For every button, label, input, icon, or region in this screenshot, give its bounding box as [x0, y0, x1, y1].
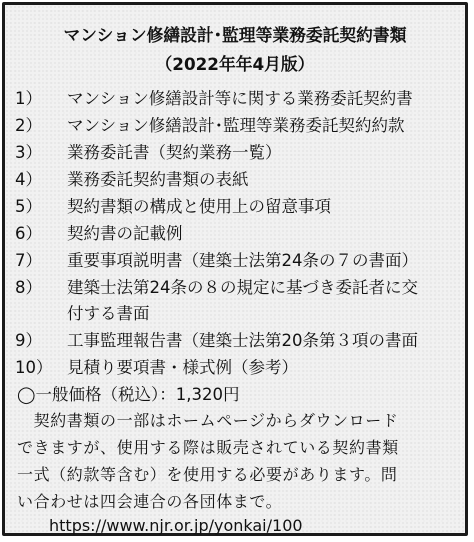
- list-item-number: 10）: [15, 358, 53, 377]
- list-item: [15, 354, 298, 378]
- price-line: ◯一般価格（税込）：1,320円: [17, 385, 240, 404]
- list-item-text: 業務委託書（契約業務一覧）: [67, 143, 282, 162]
- list-item-number: 9）: [15, 331, 42, 350]
- list-item-number: 7）: [15, 251, 42, 270]
- list-item-number: 8）: [15, 278, 42, 297]
- list-item-text: 建築士法第24条の８の規定に基づき委託者に交: [67, 278, 418, 297]
- list-item-text: 契約書類の構成と使用上の留意事項: [67, 197, 331, 216]
- note-line: 契約書類の一部はホームページからダウンロード: [17, 411, 399, 430]
- list-item-text: 重要事項説明書（建築士法第24条の７の書面）: [67, 251, 418, 270]
- list-item: [15, 247, 418, 271]
- list-item: [15, 327, 418, 351]
- list-item-text: 契約書の記載例: [67, 224, 183, 243]
- website-url: https://www.njr.or.jp/yonkai/100: [49, 516, 303, 535]
- document-title: マンション修繕設計･監理等業務委託契約書類: [63, 25, 407, 45]
- list-item-number: 2）: [15, 116, 42, 135]
- list-item-number: 1）: [15, 89, 42, 108]
- list-item-number: 5）: [15, 197, 42, 216]
- list-item-text: 見積り要項書・様式例（参考）: [67, 358, 298, 377]
- list-item-text: 業務委託契約書類の表紙: [67, 170, 249, 189]
- note-line: い合わせは四会連合の各団体まで。: [17, 492, 283, 511]
- list-item: [15, 112, 405, 136]
- list-item-number: 3）: [15, 143, 42, 162]
- list-item: [15, 193, 331, 217]
- list-item-text: マンション修繕設計等に関する業務委託契約書: [67, 89, 413, 108]
- list-item: [15, 85, 413, 109]
- list-item-continuation: 付する書面: [67, 304, 150, 323]
- list-item: [15, 166, 249, 190]
- note-line: できますが、使用する際は販売されている契約書類: [17, 438, 399, 457]
- list-item-text: 工事監理報告書（建築士法第20条第３項の書面: [67, 331, 418, 350]
- document-subtitle: （2022年年4月版）: [155, 54, 315, 74]
- list-item: [15, 139, 282, 163]
- list-item: [15, 220, 183, 244]
- list-item-number: 6）: [15, 224, 42, 243]
- list-item-number: 4）: [15, 170, 42, 189]
- document-panel: [2, 2, 468, 536]
- list-item: [15, 274, 418, 298]
- note-line: 一式（約款等含む）を使用する必要があります。問: [17, 465, 398, 484]
- list-item-text: マンション修繕設計･監理等業務委託契約約款: [67, 116, 405, 135]
